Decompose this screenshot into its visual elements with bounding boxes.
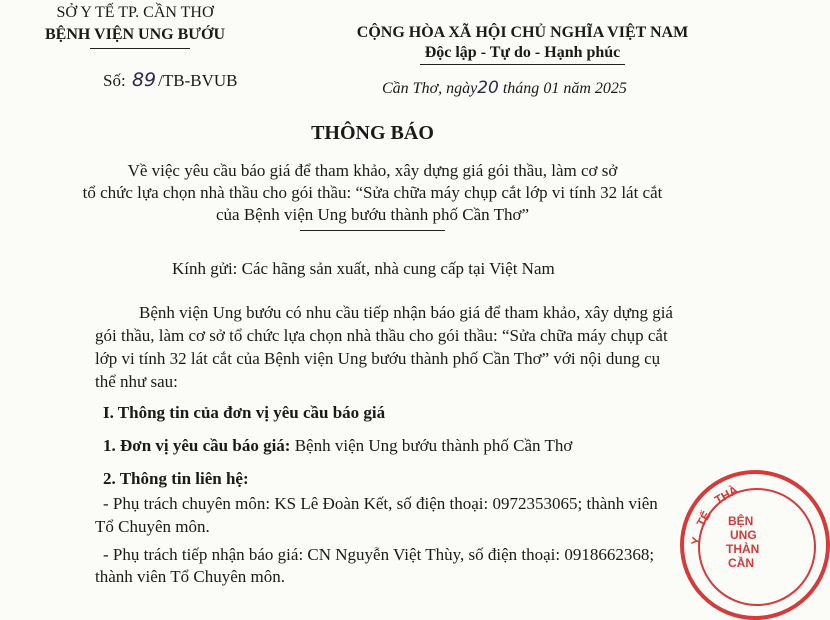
intro-line-3: lớp vi tính 32 lát cắt của Bệnh viện Ung bướu thành phố Cần Thơ” với nội dung cụ	[95, 349, 661, 368]
national-motto: Độc lập - Tự do - Hạnh phúc	[424, 44, 621, 61]
document-number: Số: 89 /TB-BVUB	[103, 69, 238, 91]
subject-line-2: tổ chức lựa chọn nhà thầu cho gói thầu: “Sửa chữa máy chụp cắt lớp vi tính 32 lát cắt	[82, 183, 663, 202]
contact-2-line-1: - Phụ trách tiếp nhận báo giá: CN Nguyễn Việt Thùy, số điện thoại: 0918662368;	[103, 545, 655, 564]
document-number-handwritten: 89	[131, 69, 157, 91]
subject-rule	[300, 230, 445, 231]
header-right-rule	[420, 64, 625, 65]
hospital-name: BỆNH VIỆN UNG BƯỚU	[44, 26, 226, 43]
nation-title: CỘNG HÒA XÃ HỘI CHỦ NGHĨA VIỆT NAM	[356, 24, 689, 41]
item-contact-heading: 2. Thông tin liên hệ:	[103, 469, 249, 488]
intro-line-4: thể như sau:	[95, 372, 178, 391]
date-day-handwritten: 20	[477, 78, 499, 98]
item-requesting-unit: 1. Đơn vị yêu cầu báo giá: Bệnh viện Ung bướu thành phố Cần Thơ	[103, 436, 573, 455]
header-left-rule	[90, 48, 190, 49]
subject-line-1: Về việc yêu cầu báo giá để tham khảo, xây dựng giá gói thầu, làm cơ sở	[127, 161, 618, 180]
intro-line-1: Bệnh viện Ung bướu có nhu cầu tiếp nhận báo giá để tham khảo, xây dựng giá	[139, 303, 673, 322]
contact-2-line-2: thành viên Tổ Chuyên môn.	[95, 567, 285, 586]
intro-line-2: gói thầu, làm cơ sở tổ chức lựa chọn nhà thầu cho gói thầu: “Sửa chữa máy chụp cắt	[95, 326, 668, 345]
issue-date: Cần Thơ, ngày20 tháng 01 năm 2025	[382, 78, 627, 98]
document-title: THÔNG BÁO	[311, 122, 434, 144]
contact-1-line-1: - Phụ trách chuyên môn: KS Lê Đoàn Kết, số điện thoại: 0972353065; thành viên	[103, 494, 658, 513]
subject-line-3: của Bệnh viện Ung bướu thành phố Cần Thơ”	[216, 205, 529, 224]
official-seal-stamp: BỆN UNG THÀN CẦN Y TẾ THÀ	[680, 470, 830, 620]
recipient: Kính gửi: Các hãng sản xuất, nhà cung cấp tại Việt Nam	[172, 259, 555, 278]
contact-1-line-2: Tổ Chuyên môn.	[95, 517, 210, 536]
section-heading: I. Thông tin của đơn vị yêu cầu báo giá	[103, 403, 386, 422]
department-name: SỞ Y TẾ TP. CẦN THƠ	[56, 4, 214, 21]
